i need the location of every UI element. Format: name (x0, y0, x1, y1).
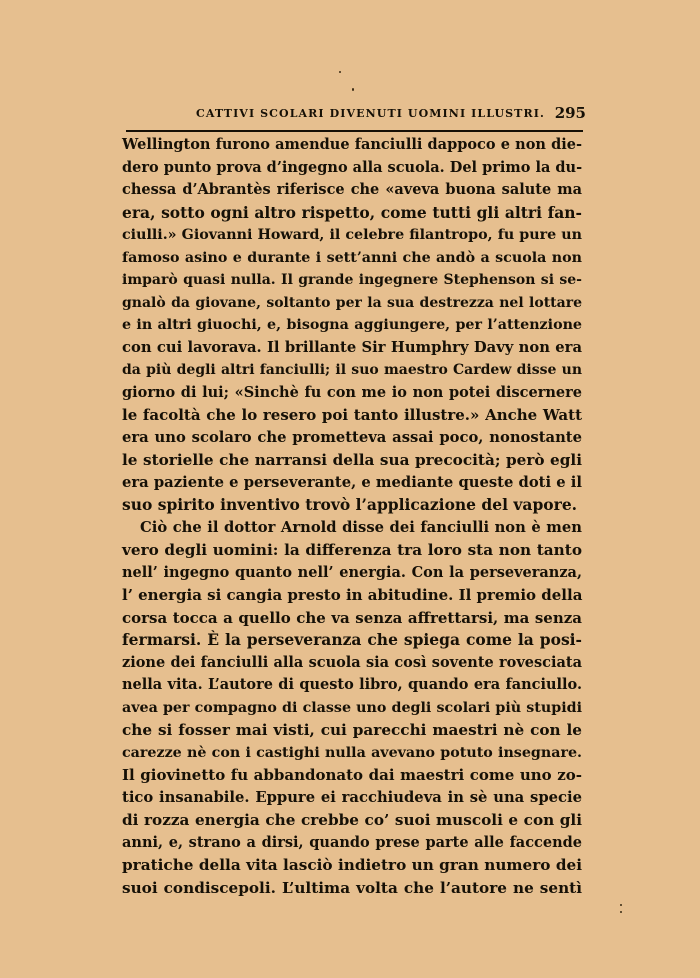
text-line: tico insanabile. Eppure ei racchiudeva in sè una specie (122, 788, 582, 806)
text-line: fermarsi. È la perseveranza che spiega come la posi- (122, 630, 582, 649)
text-line: Il giovinetto fu abbandonato dai maestri come uno zo- (122, 766, 582, 784)
text-line: ciulli.» Giovanni Howard, il celebre filantropo, fu pure un (122, 227, 582, 243)
text-line: e in altri giuochi, e, bisogna aggiungere, per l’attenzione (122, 317, 582, 333)
text-line: imparò quasi nulla. Il grande ingegnere Stephenson si se- (122, 272, 582, 288)
body-text (122, 134, 582, 899)
text-line: con cui lavorava. Il brillante Sir Humphry Davy non era (122, 338, 582, 356)
text-line: era paziente e perseverante, e mediante queste doti e il (122, 473, 582, 491)
text-line: corsa tocca a quello che va senza affrettarsi, ma senza (122, 608, 582, 627)
text-line: l’ energia si cangia presto in abitudine. Il premio della (122, 586, 583, 604)
text-line: Ciò che il dottor Arnold disse dei fanciulli non è men (140, 518, 582, 536)
text-line: nell’ ingegno quanto nell’ energia. Con la perseveranza, (122, 563, 582, 581)
scan-speck (620, 911, 622, 913)
text-line: le storielle che narransi della sua precocità; però egli (122, 451, 582, 469)
scan-speck (352, 88, 354, 91)
running-header (126, 104, 586, 124)
text-line: suo spirito inventivo trovò l’applicazione del vapore. (122, 495, 578, 514)
scan-speck (339, 71, 341, 73)
text-line: pratiche della vita lasciò indietro un gran numero dei (122, 856, 582, 874)
text-line: vero degli uomini: la differenza tra loro sta non tanto (122, 541, 582, 559)
text-line: Wellington furono amendue fanciulli dappoco e non die- (122, 136, 582, 153)
text-line: gnalò da giovane, soltanto per la sua destrezza nel lottare (122, 294, 582, 311)
text-line: che si fosser mai visti, cui parecchi maestri nè con le (122, 721, 582, 739)
text-line: famoso asino e durante i sett’anni che andò a scuola non (122, 249, 582, 266)
scan-speck (620, 904, 622, 906)
text-line: giorno di lui; «Sinchè fu con me io non potei discernere (122, 383, 582, 401)
text-line: anni, e, strano a dirsi, quando prese parte alle faccende (122, 833, 582, 851)
header-rule (126, 130, 583, 132)
text-line: era uno scolaro che prometteva assai poco, nonostante (122, 428, 582, 446)
running-title: CATTIVI SCOLARI DIVENUTI UOMINI ILLUSTRI. (196, 107, 545, 120)
text-line: zione dei fanciulli alla scuola sia così sovente rovesciata (122, 653, 582, 671)
text-line: le facoltà che lo resero poi tanto illustre.» Anche Watt (122, 406, 582, 424)
text-line: suoi condiscepoli. L’ultima volta che l’autore ne sentì (122, 878, 582, 897)
text-line: nella vita. L’autore di questo libro, quando era fanciullo. (122, 676, 582, 693)
text-line: di rozza energia che crebbe co’ suoi muscoli e con gli (122, 811, 582, 829)
text-line: chessa d’Abrantès riferisce che «aveva buona salute ma (122, 181, 582, 198)
text-line: dero punto prova d’ingegno alla scuola. Del primo la du- (122, 158, 583, 176)
page-number: 295 (554, 104, 586, 122)
text-line: era, sotto ogni altro rispetto, come tutti gli altri fan- (122, 202, 582, 222)
text-line: carezze nè con i castighi nulla avevano potuto insegnare. (122, 744, 582, 761)
text-line: avea per compagno di classe uno degli scolari più stupidi (122, 699, 582, 716)
text-line: da più degli altri fanciulli; il suo maestro Cardew disse un (122, 362, 582, 378)
